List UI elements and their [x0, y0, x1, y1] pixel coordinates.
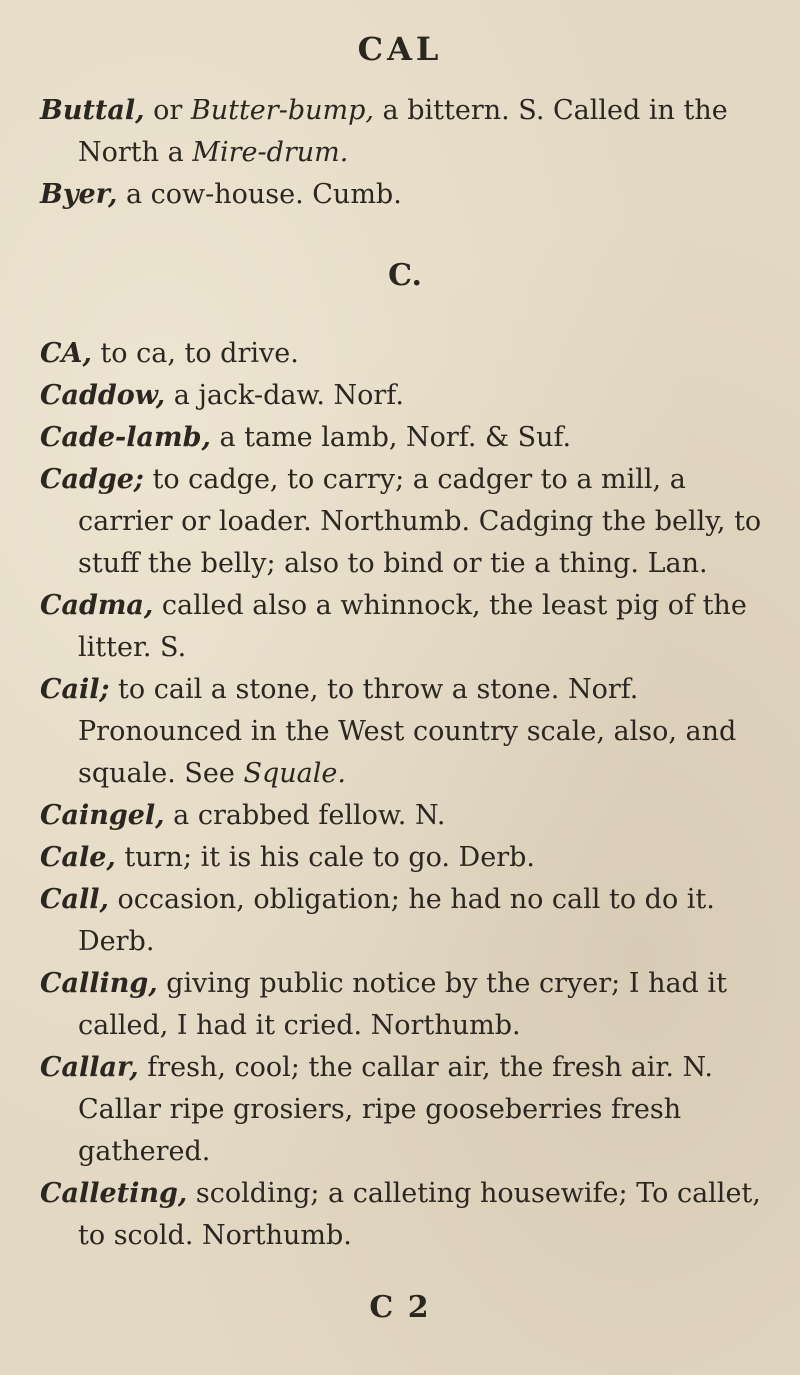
dictionary-entry [40, 1173, 770, 1257]
entry-text: turn; it is his cale to go. Derb. [115, 842, 535, 873]
dictionary-entry [40, 963, 770, 1047]
entries-before-section [40, 90, 770, 216]
dictionary-entry [40, 585, 770, 669]
entry-text: or [144, 95, 191, 126]
section-letter: C. [388, 258, 422, 293]
entry-headword: Caingel, [40, 800, 165, 831]
dictionary-entry [40, 879, 770, 963]
dictionary-entry [40, 417, 770, 459]
entry-headword: Byer, [40, 179, 118, 210]
entry-headword: CA, [40, 338, 92, 369]
entry-text: Butter-bump, [190, 95, 374, 126]
entry-headword: Cadma, [40, 590, 154, 621]
signature-mark: C 2 [369, 1290, 431, 1325]
entries-main-section [40, 333, 770, 1257]
entry-headword: Calleting, [40, 1178, 188, 1209]
entry-headword: Call, [40, 884, 109, 915]
dictionary-entry [40, 90, 770, 174]
entry-text: to cadge, to carry; a cadger to a mill, a carrier or loader. Northumb. Cadging the belly, to stuff the belly; also to bind or tie a thing. Lan. [78, 464, 762, 579]
page-body [40, 90, 770, 1257]
entry-headword: Cail; [40, 674, 110, 705]
entry-headword: Cade-lamb, [40, 422, 211, 453]
entry-headword: Calling, [40, 968, 158, 999]
entry-text: fresh, cool; the callar air, the fresh air. N. Callar ripe grosiers, ripe gooseberries fresh gathered. [78, 1052, 714, 1167]
entry-text: a bittern. S. Called in the North a [78, 95, 728, 168]
entry-text: a crabbed fellow. N. [164, 800, 446, 831]
entry-headword: Caddow, [40, 380, 166, 411]
entry-text: scolding; a calleting housewife; To callet, to scold. Northumb. [78, 1178, 761, 1251]
entry-headword: Cale, [40, 842, 116, 873]
entry-text: to ca, to drive. [91, 338, 299, 369]
running-head: CAL [357, 30, 443, 68]
dictionary-entry [40, 375, 770, 417]
dictionary-entry [40, 459, 770, 585]
entry-text: Squale. [243, 758, 346, 789]
entry-text: occasion, obligation; he had no call to do it. Derb. [78, 884, 715, 957]
entry-text: a cow-house. Cumb. [117, 179, 402, 210]
entry-headword: Callar, [40, 1052, 139, 1083]
entry-text: a jack-daw. Norf. [165, 380, 404, 411]
entry-text: giving public notice by the cryer; I had it called, I had it cried. Northumb. [78, 968, 727, 1041]
dictionary-entry [40, 174, 770, 216]
entry-text: a tame lamb, Norf. & Suf. [210, 422, 572, 453]
entry-text: to cail a stone, to throw a stone. Norf. Pronounced in the West country scale, also, and squale. See [78, 674, 737, 789]
entry-text: called also a whinnock, the least pig of the litter. S. [78, 590, 747, 663]
entry-headword: Buttal, [40, 95, 145, 126]
entry-text: Mire-drum. [192, 137, 349, 168]
entry-headword: Cadge; [40, 464, 144, 495]
dictionary-entry [40, 837, 770, 879]
dictionary-entry [40, 1047, 770, 1173]
dictionary-entry [40, 333, 770, 375]
dictionary-entry [40, 795, 770, 837]
dictionary-entry [40, 669, 770, 795]
